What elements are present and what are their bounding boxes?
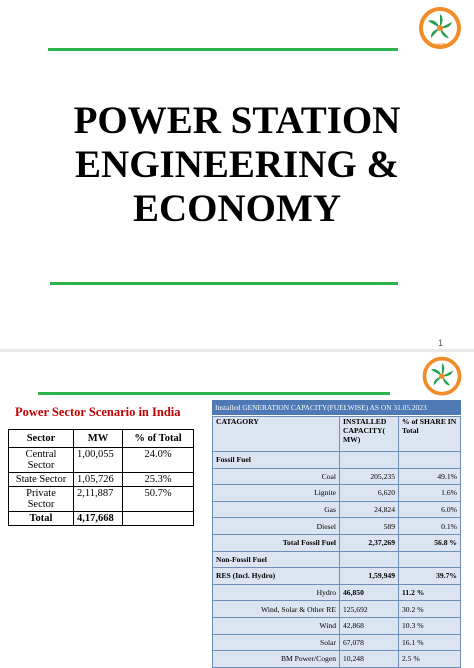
- sector-cell: Private Sector: [9, 487, 74, 512]
- slide2-divider: [38, 392, 390, 395]
- capacity-cell: 205,235: [340, 468, 399, 485]
- column-header: INSTALLED CAPACITY( MW): [340, 417, 399, 452]
- table-row: [213, 518, 461, 535]
- content-slide: [0, 352, 474, 664]
- category-cell: Solar: [213, 634, 340, 651]
- share-cell: 49.1%: [399, 468, 461, 485]
- category-cell: RES (Incl. Hydro): [213, 568, 340, 585]
- table-header-row: [213, 417, 461, 452]
- slide-heading: Power Sector Scenario in India: [15, 405, 181, 419]
- share-cell: 39.7%: [399, 568, 461, 585]
- capacity-cell: 67,078: [340, 634, 399, 651]
- table-row: [9, 448, 194, 473]
- share-cell: 1.6%: [399, 485, 461, 502]
- table-row: [213, 452, 461, 469]
- share-cell: 0.1%: [399, 518, 461, 535]
- title-line-1: POWER STATION: [73, 99, 401, 142]
- share-cell: 16.1 %: [399, 634, 461, 651]
- category-cell: Lignite: [213, 485, 340, 502]
- category-cell: Diesel: [213, 518, 340, 535]
- column-header: % of Total: [123, 430, 194, 448]
- column-header: MW: [74, 430, 123, 448]
- share-cell: [399, 551, 461, 568]
- iiet-logo-icon: [418, 354, 466, 402]
- category-cell: Fossil Fuel: [213, 452, 340, 469]
- table-row: [9, 512, 194, 526]
- capacity-cell: [340, 551, 399, 568]
- pct-cell: [123, 512, 194, 526]
- table-row: [213, 485, 461, 502]
- table-row: [9, 473, 194, 487]
- table-row: [213, 651, 461, 668]
- column-header: % of SHARE IN Total: [399, 417, 461, 452]
- table-row: [213, 634, 461, 651]
- capacity-cell: 24,824: [340, 501, 399, 518]
- capacity-cell: 10,248: [340, 651, 399, 668]
- table-row: [213, 601, 461, 618]
- capacity-cell: 1,59,949: [340, 568, 399, 585]
- bottom-divider: [50, 282, 398, 285]
- title-line-3: ECONOMY: [133, 187, 341, 230]
- mw-cell: 1,05,726: [74, 473, 123, 487]
- table-row: [213, 534, 461, 551]
- table-row: [213, 584, 461, 601]
- sector-cell: Total: [9, 512, 74, 526]
- mw-cell: 4,17,668: [74, 512, 123, 526]
- column-header: Sector: [9, 430, 74, 448]
- column-header: CATAGORY: [213, 417, 340, 452]
- pct-cell: 24.0%: [123, 448, 194, 473]
- table-row: [213, 551, 461, 568]
- category-cell: Wind, Solar & Other RE: [213, 601, 340, 618]
- capacity-cell: [340, 452, 399, 469]
- capacity-table: [212, 416, 461, 668]
- category-cell: Total Fossil Fuel: [213, 534, 340, 551]
- category-cell: Non-Fossil Fuel: [213, 551, 340, 568]
- mw-cell: 1,00,055: [74, 448, 123, 473]
- share-cell: 30.2 %: [399, 601, 461, 618]
- pct-cell: 50.7%: [123, 487, 194, 512]
- share-cell: 11.2 %: [399, 584, 461, 601]
- sector-cell: State Sector: [9, 473, 74, 487]
- category-cell: Gas: [213, 501, 340, 518]
- top-divider: [48, 48, 398, 51]
- table-row: [213, 468, 461, 485]
- share-cell: 56.8 %: [399, 534, 461, 551]
- category-cell: Wind: [213, 617, 340, 634]
- share-cell: 2.5 %: [399, 651, 461, 668]
- sector-table: [8, 429, 194, 526]
- share-cell: 10.3 %: [399, 617, 461, 634]
- share-cell: [399, 452, 461, 469]
- page-number: 1: [438, 338, 444, 348]
- capacity-cell: 2,37,269: [340, 534, 399, 551]
- category-cell: Coal: [213, 468, 340, 485]
- capacity-cell: 42,868: [340, 617, 399, 634]
- capacity-cell: 46,850: [340, 584, 399, 601]
- capacity-cell: 6,620: [340, 485, 399, 502]
- title-line-2: ENGINEERING &: [75, 143, 399, 186]
- capacity-cell: 125,692: [340, 601, 399, 618]
- share-cell: 6.0%: [399, 501, 461, 518]
- capacity-cell: 589: [340, 518, 399, 535]
- capacity-table-caption: Installed GENERATION CAPACITY(FUELWISE) AS ON 31.05.2023: [212, 400, 461, 415]
- table-row: [213, 568, 461, 585]
- logo-caption: IIET: [434, 44, 446, 50]
- mw-cell: 2,11,887: [74, 487, 123, 512]
- table-row: [9, 487, 194, 512]
- category-cell: Hydro: [213, 584, 340, 601]
- sector-cell: Central Sector: [9, 448, 74, 473]
- pct-cell: 25.3%: [123, 473, 194, 487]
- category-cell: BM Power/Cogen: [213, 651, 340, 668]
- table-row: [213, 501, 461, 518]
